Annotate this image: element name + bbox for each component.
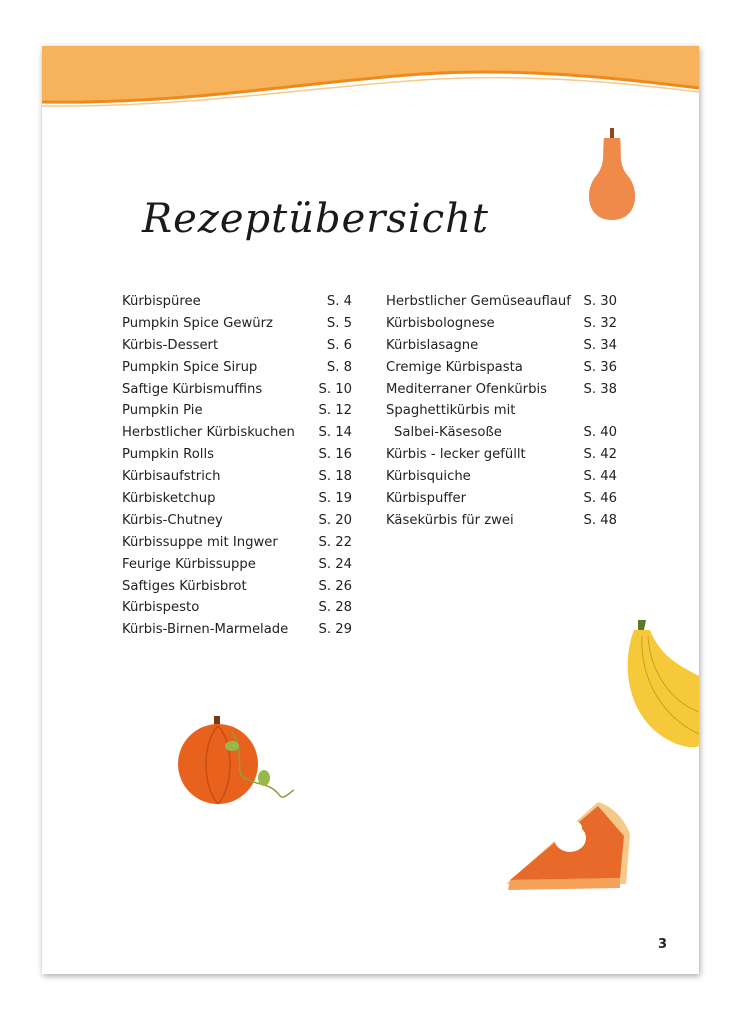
toc-entry-page: S. 34 — [583, 337, 617, 353]
yellow-squash-icon — [620, 616, 699, 751]
toc-entry — [122, 400, 352, 422]
toc-entry-page: S. 44 — [583, 469, 617, 485]
toc-entry — [122, 466, 352, 488]
toc-entry-title: Pumpkin Rolls — [122, 447, 214, 463]
toc-entry-page: S. 5 — [326, 315, 352, 331]
toc-entry-page: S. 28 — [318, 600, 352, 616]
toc-entry-title: Pumpkin Spice Gewürz — [122, 315, 273, 331]
toc-entry — [122, 510, 352, 532]
recipe-list-right — [386, 291, 617, 532]
toc-entry-title: Kürbispuffer — [386, 491, 467, 507]
toc-entry — [386, 488, 617, 510]
toc-entry-page: S. 4 — [326, 294, 352, 309]
toc-entry — [122, 576, 352, 598]
toc-entry — [386, 379, 617, 401]
toc-entry — [386, 291, 617, 313]
toc-entry — [122, 357, 352, 379]
toc-entry-title: Saftige Kürbismuffins — [122, 381, 263, 397]
toc-entry-title: Kürbissuppe mit Ingwer — [122, 534, 278, 550]
toc-entry-title: Kürbis-Dessert — [122, 337, 219, 353]
toc-entry-title: Spaghettikürbis mit — [386, 403, 516, 419]
toc-entry-page: S. 18 — [318, 469, 352, 485]
toc-entry-page: S. 12 — [318, 403, 352, 419]
toc-entry — [122, 335, 352, 357]
document-page — [42, 46, 699, 974]
toc-entry-page: S. 42 — [583, 447, 617, 463]
toc-entry-title: Mediterraner Ofenkürbis — [386, 381, 547, 397]
toc-entry-title: Herbstlicher Kürbiskuchen — [122, 425, 295, 441]
toc-entry — [386, 444, 617, 466]
toc-entry-page: S. 8 — [326, 359, 352, 375]
toc-entry-page: S. 48 — [583, 512, 617, 528]
toc-entry-title: Kürbis-Birnen-Marmelade — [122, 622, 289, 638]
butternut-squash-icon — [582, 124, 642, 224]
toc-entry-page: S. 20 — [318, 512, 352, 528]
toc-entry — [122, 619, 352, 641]
toc-entry-title: Kürbis - lecker gefüllt — [386, 447, 526, 463]
toc-entry — [386, 313, 617, 335]
toc-entry — [386, 466, 617, 488]
toc-entry-page: S. 32 — [583, 315, 617, 331]
toc-entry — [386, 400, 617, 422]
header-wave — [42, 46, 699, 126]
toc-entry-page: S. 14 — [318, 425, 352, 441]
toc-entry-page: S. 22 — [318, 534, 352, 550]
toc-entry-page: S. 46 — [583, 491, 617, 507]
toc-entry-page: S. 40 — [583, 425, 617, 441]
toc-entry — [386, 335, 617, 357]
toc-entry — [386, 510, 617, 532]
pumpkin-pie-icon — [502, 792, 632, 902]
toc-entry-page: S. 26 — [318, 578, 352, 594]
toc-entry-title: Feurige Kürbissuppe — [122, 556, 256, 572]
toc-entry-page: S. 29 — [318, 622, 352, 638]
toc-entry-title: Salbei-Käsesoße — [394, 425, 502, 441]
toc-entry-title: Kürbislasagne — [386, 337, 479, 353]
toc-entry — [386, 357, 617, 379]
toc-entry — [122, 532, 352, 554]
toc-entry-page: S. 36 — [583, 359, 617, 375]
toc-entry-page: S. 38 — [583, 381, 617, 397]
toc-entry — [122, 379, 352, 401]
toc-entry-page: S. 24 — [318, 556, 352, 572]
page-number: 3 — [657, 937, 667, 952]
toc-entry-title: Pumpkin Spice Sirup — [122, 359, 258, 375]
toc-entry — [122, 422, 352, 444]
recipe-list-left — [122, 291, 352, 641]
toc-entry-title: Kürbisaufstrich — [122, 469, 221, 485]
toc-entry-title: Herbstlicher Gemüseauflauf — [386, 294, 571, 309]
toc-entry — [122, 313, 352, 335]
toc-entry — [122, 597, 352, 619]
toc-entry-page: S. 16 — [318, 447, 352, 463]
toc-entry — [386, 422, 617, 444]
toc-entry — [122, 444, 352, 466]
toc-entry-title: Kürbis-Chutney — [122, 512, 223, 528]
toc-entry-title: Kürbispesto — [122, 600, 200, 616]
toc-entry — [122, 554, 352, 576]
toc-entry-title: Cremige Kürbispasta — [386, 359, 523, 375]
page-title: Rezeptübersicht — [142, 196, 489, 242]
toc-entry — [122, 488, 352, 510]
toc-entry-title: Saftiges Kürbisbrot — [122, 578, 247, 594]
toc-entry-title: Käsekürbis für zwei — [386, 512, 514, 528]
toc-entry-title: Kürbisketchup — [122, 491, 216, 507]
toc-entry-page: S. 6 — [326, 337, 352, 353]
toc-entry — [122, 291, 352, 313]
toc-entry-title: Kürbisquiche — [386, 469, 471, 485]
toc-entry-page: S. 30 — [583, 294, 617, 309]
pumpkin-icon — [172, 712, 302, 808]
toc-entry-title: Kürbispüree — [122, 294, 201, 309]
toc-entry-page: S. 19 — [318, 491, 352, 507]
toc-entry-page: S. 10 — [318, 381, 352, 397]
toc-entry-title: Kürbisbolognese — [386, 315, 495, 331]
toc-entry-title: Pumpkin Pie — [122, 403, 203, 419]
